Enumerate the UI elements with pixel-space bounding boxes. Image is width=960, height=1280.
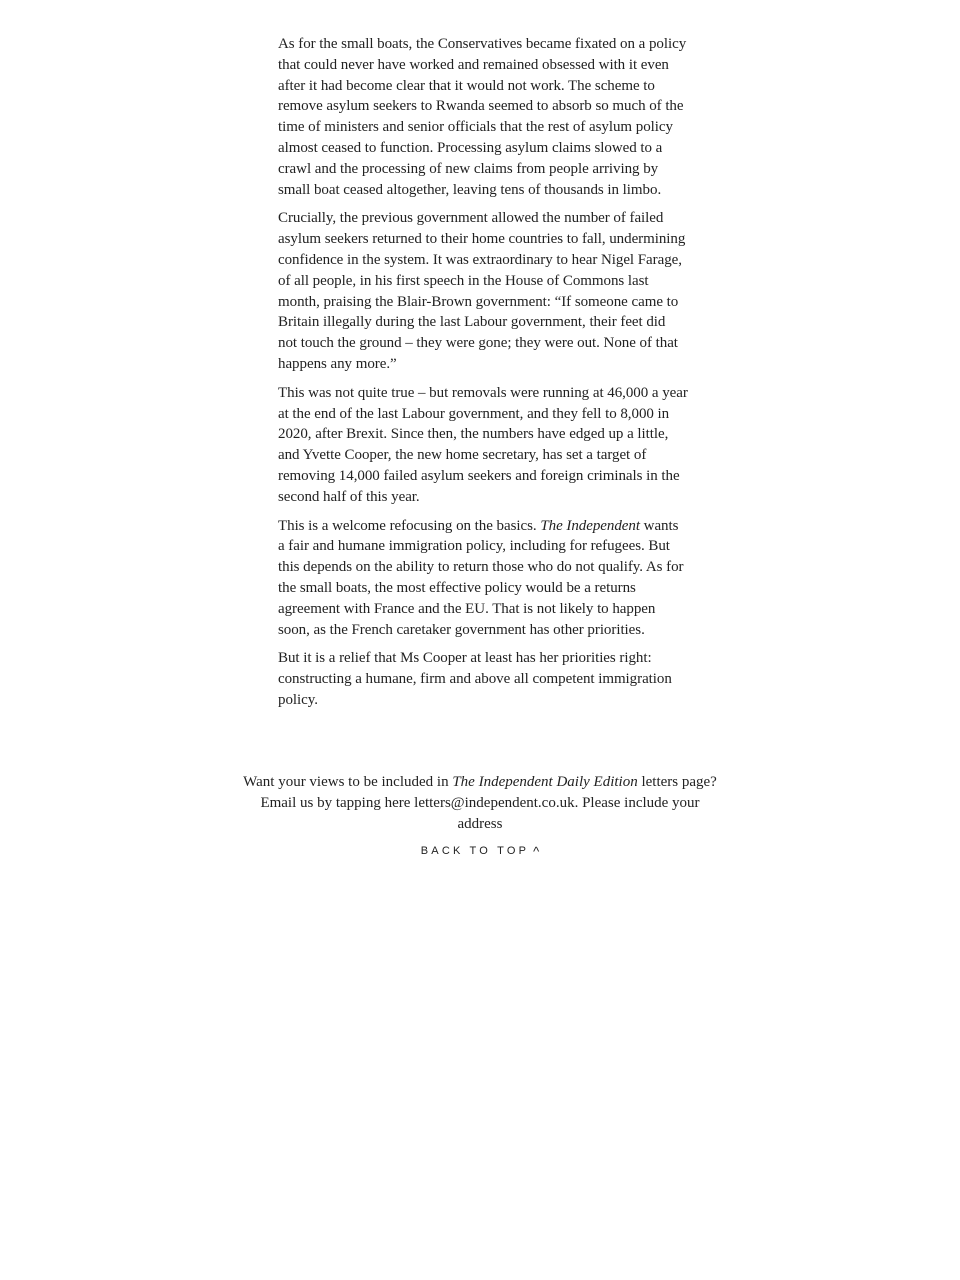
article-body (278, 34, 688, 719)
article-paragraph-5: But it is a relief that Ms Cooper at least has her priorities right: constructing a humane, firm and above all competent immigration policy. (278, 650, 672, 708)
article-paragraph-2: Crucially, the previous government allowed the number of failed asylum seekers returned to their home countries to fall, undermining confidence in the system. It was extraordinary to hear Nigel Farage, of all people, in his first speech in the House of Commons last month, praising the Blair-Brown government: “If someone came to Britain illegally during the last Labour government, their feet did not touch the ground – they were gone; they were out. None of that happens any more.” (278, 210, 686, 372)
back-to-top-link[interactable] (380, 842, 580, 857)
back-to-top-label: BACK TO TOP (420, 845, 530, 857)
daily-edition-name: The Independent Daily Edition (452, 774, 638, 790)
article-paragraph-4 (278, 516, 688, 641)
letters-text-end[interactable]: letters page? Email us by tapping here letters@independent.co.uk. Please include your address (260, 774, 717, 832)
letters-invitation (240, 772, 720, 834)
paragraph-4-text-start: This is a welcome refocusing on the basics. (278, 517, 541, 534)
publication-name: The Independent (540, 517, 640, 534)
article-paragraph-1: As for the small boats, the Conservatives became fixated on a policy that could never have worked and remained obsessed with it even after it had become clear that it would not work. The scheme to remove asylum seekers to Rwanda seemed to absorb so much of the time of ministers and senior officials that the rest of asylum policy almost ceased to function. Processing asylum claims slowed to a crawl and the processing of new claims from people arriving by small boat ceased altogether, leaving tens of thousands in limbo. (278, 36, 687, 198)
article-paragraph-3: This was not quite true – but removals were running at 46,000 a year at the end of the last Labour government, and they fell to 8,000 in 2020, after Brexit. Since then, the numbers have edged up a little, and Yvette Cooper, the new home secretary, has set a target of removing 14,000 failed asylum seekers and foreign criminals in the second half of this year. (278, 384, 688, 505)
caret-up-icon: ^ (533, 844, 540, 859)
paragraph-4-text-end: wants a fair and humane immigration policy, including for refugees. But this depends on the ability to return those who do not qualify. As for the small boats, the most effective policy would be a returns agreement with France and the EU. That is not likely to happen soon, as the French caretaker government has other priorities. (278, 517, 684, 638)
letters-text-start: Want your views to be included in (243, 774, 453, 790)
